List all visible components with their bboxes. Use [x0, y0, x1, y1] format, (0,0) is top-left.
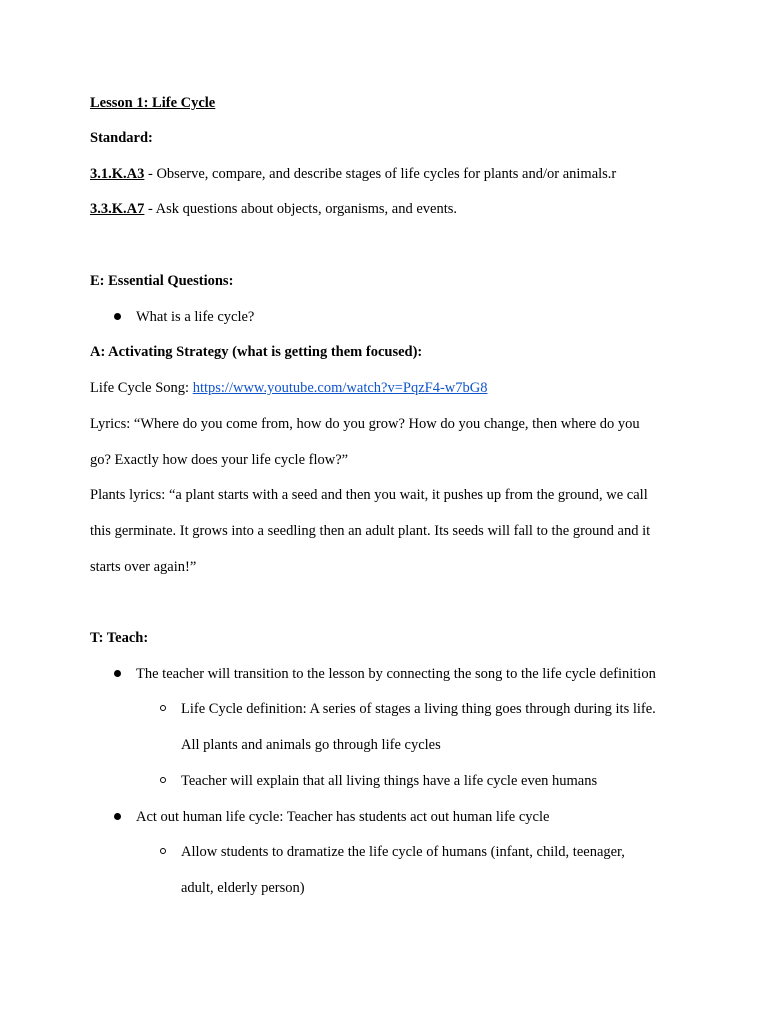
song-line	[90, 379, 488, 397]
song-label: Life Cycle Song:	[90, 380, 193, 396]
essential-question: What is a life cycle?	[136, 309, 255, 325]
plant-lyrics-line: starts over again!”	[90, 559, 197, 575]
teach-subitem: Life Cycle definition: A series of stages a living thing goes through during its life.	[181, 701, 656, 717]
sub-bullet-circle-icon	[160, 705, 166, 711]
activating-strategy-heading: A: Activating Strategy (what is getting them focused):	[90, 344, 423, 360]
teach-subitem-continued: All plants and animals go through life cycles	[181, 737, 441, 753]
teach-subitem: Allow students to dramatize the life cycle of humans (infant, child, teenager,	[181, 844, 625, 860]
standard-code: 3.1.K.A3	[90, 166, 145, 182]
plant-lyrics-line: this germinate. It grows into a seedling then an adult plant. Its seeds will fall to the ground and it	[90, 523, 651, 539]
lesson-title: Lesson 1: Life Cycle	[90, 95, 216, 111]
standard-item	[90, 165, 616, 183]
lyrics-line: Lyrics: “Where do you come from, how do you grow? How do you change, then where do you	[90, 416, 640, 432]
standard-text: - Observe, compare, and describe stages of life cycles for plants and/or animals.r	[144, 166, 617, 182]
standard-heading: Standard:	[90, 130, 153, 146]
standard-code: 3.3.K.A7	[90, 201, 145, 217]
teach-item: The teacher will transition to the lesson by connecting the song to the life cycle definition	[136, 666, 656, 682]
teach-heading: T: Teach:	[90, 630, 149, 646]
essential-questions-heading: E: Essential Questions:	[90, 273, 234, 289]
song-link[interactable]: https://www.youtube.com/watch?v=PqzF4-w7bG8	[192, 380, 488, 396]
standard-item	[90, 200, 457, 218]
sub-bullet-circle-icon	[160, 848, 166, 854]
teach-subitem-continued: adult, elderly person)	[181, 880, 305, 896]
lyrics-line: go? Exactly how does your life cycle flow?”	[90, 452, 349, 468]
bullet-dot-icon	[114, 670, 121, 677]
teach-subitem: Teacher will explain that all living things have a life cycle even humans	[181, 773, 598, 789]
standard-text: - Ask questions about objects, organisms, and events.	[144, 201, 458, 217]
bullet-dot-icon	[114, 813, 121, 820]
plant-lyrics-line: Plants lyrics: “a plant starts with a seed and then you wait, it pushes up from the ground, we call	[90, 487, 648, 503]
sub-bullet-circle-icon	[160, 777, 166, 783]
bullet-dot-icon	[114, 313, 121, 320]
teach-item: Act out human life cycle: Teacher has students act out human life cycle	[136, 809, 550, 825]
